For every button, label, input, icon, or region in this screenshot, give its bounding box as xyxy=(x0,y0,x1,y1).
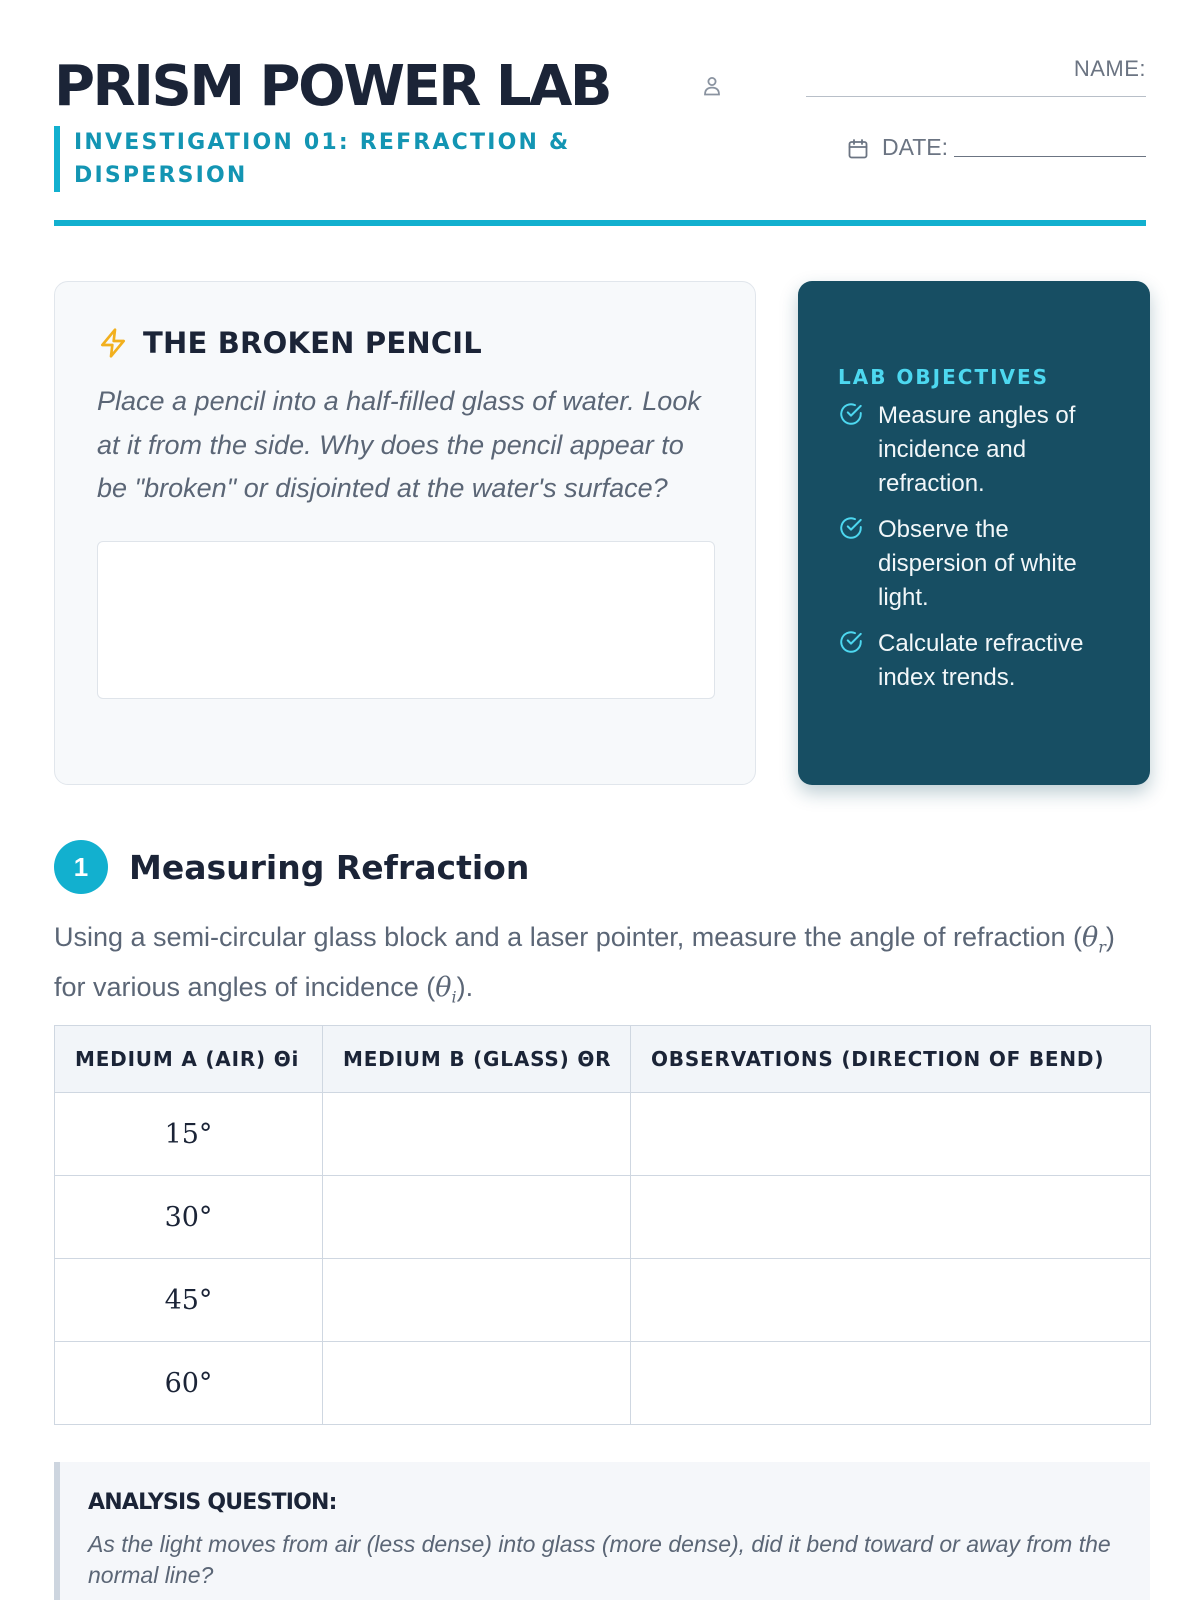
analysis-question-label: ANALYSIS QUESTION: xyxy=(88,1490,337,1515)
broken-pencil-answer-box[interactable] xyxy=(97,541,715,699)
objective-text: Calculate refractive index trends. xyxy=(878,630,1084,691)
theta-i-symbol xyxy=(435,972,457,1007)
investigation-subtitle: INVESTIGATION 01: REFRACTION & DISPERSION xyxy=(54,126,594,192)
name-field[interactable] xyxy=(806,56,1146,97)
incidence-angle-cell: 45° xyxy=(55,1259,323,1342)
objective-text: Measure angles of incidence and refraction. xyxy=(878,402,1076,497)
lab-objectives-list xyxy=(838,399,1120,695)
objective-text: Observe the dispersion of white light. xyxy=(878,516,1077,611)
incidence-angle-cell: 30° xyxy=(55,1176,323,1259)
broken-pencil-prompt: Place a pencil into a half-filled glass of water. Look at it from the side. Why does the pencil appear to be "broken" or disjointed at the water's surface? xyxy=(97,386,701,503)
column-header-glass: MEDIUM B (GLASS) ΘR xyxy=(323,1026,631,1093)
table-row xyxy=(55,1259,1151,1342)
name-line[interactable] xyxy=(806,96,1146,97)
name-label: NAME: xyxy=(1073,56,1146,81)
bolt-icon xyxy=(97,327,129,359)
broken-pencil-card xyxy=(54,281,756,785)
incidence-angle-cell: 15° xyxy=(55,1093,323,1176)
observation-cell[interactable] xyxy=(631,1093,1151,1176)
table-header-row xyxy=(55,1026,1151,1093)
table-row xyxy=(55,1176,1151,1259)
broken-pencil-heading xyxy=(97,326,713,360)
check-circle-icon xyxy=(838,629,864,655)
theta-i-letter: θ xyxy=(435,972,452,1004)
observation-cell[interactable] xyxy=(631,1342,1151,1425)
column-header-observations: OBSERVATIONS (DIRECTION OF BEND) xyxy=(631,1026,1151,1093)
list-item xyxy=(838,513,1120,615)
intro-text-2: ) for various angles of incidence ( xyxy=(54,922,1115,1003)
theta-r-subscript: r xyxy=(1098,937,1106,957)
step-number-badge: 1 xyxy=(54,840,108,894)
check-circle-icon xyxy=(838,401,864,427)
theta-r-symbol xyxy=(1082,922,1106,957)
analysis-question-text: As the light moves from air (less dense) into glass (more dense), did it bend toward or away from the normal line? xyxy=(88,1531,1111,1588)
lab-objectives-heading: LAB OBJECTIVES xyxy=(838,365,1050,389)
theta-r-letter: θ xyxy=(1082,922,1099,953)
header-divider xyxy=(54,220,1146,226)
intro-text-1: Using a semi-circular glass block and a laser pointer, measure the angle of refraction ( xyxy=(54,922,1082,952)
refraction-data-table xyxy=(54,1025,1151,1425)
date-label: DATE: xyxy=(882,134,949,160)
list-item xyxy=(838,399,1120,501)
glass-angle-cell[interactable] xyxy=(323,1342,631,1425)
header xyxy=(54,0,1146,228)
table-row xyxy=(55,1342,1151,1425)
column-header-air: MEDIUM A (AIR) Θi xyxy=(55,1026,323,1093)
section-1-title: Measuring Refraction xyxy=(129,847,530,887)
observation-cell[interactable] xyxy=(631,1259,1151,1342)
intro-text-3: ). xyxy=(456,972,474,1003)
date-field[interactable] xyxy=(846,134,1146,161)
incidence-angle-cell: 60° xyxy=(55,1342,323,1425)
section-1-heading xyxy=(54,840,529,894)
date-line[interactable] xyxy=(954,156,1146,157)
glass-angle-cell[interactable] xyxy=(323,1176,631,1259)
page-title: PRISM POWER LAB xyxy=(54,54,611,119)
user-icon xyxy=(700,74,724,98)
lab-objectives-card xyxy=(798,281,1150,785)
check-circle-icon xyxy=(838,515,864,541)
table-row xyxy=(55,1093,1151,1176)
calendar-icon xyxy=(846,137,870,161)
analysis-question-box xyxy=(54,1462,1150,1600)
theta-i-subscript: i xyxy=(451,987,457,1007)
section-1-intro xyxy=(54,917,1150,1018)
glass-angle-cell[interactable] xyxy=(323,1093,631,1176)
list-item xyxy=(838,627,1120,695)
glass-angle-cell[interactable] xyxy=(323,1259,631,1342)
observation-cell[interactable] xyxy=(631,1176,1151,1259)
broken-pencil-title: THE BROKEN PENCIL xyxy=(143,326,482,360)
